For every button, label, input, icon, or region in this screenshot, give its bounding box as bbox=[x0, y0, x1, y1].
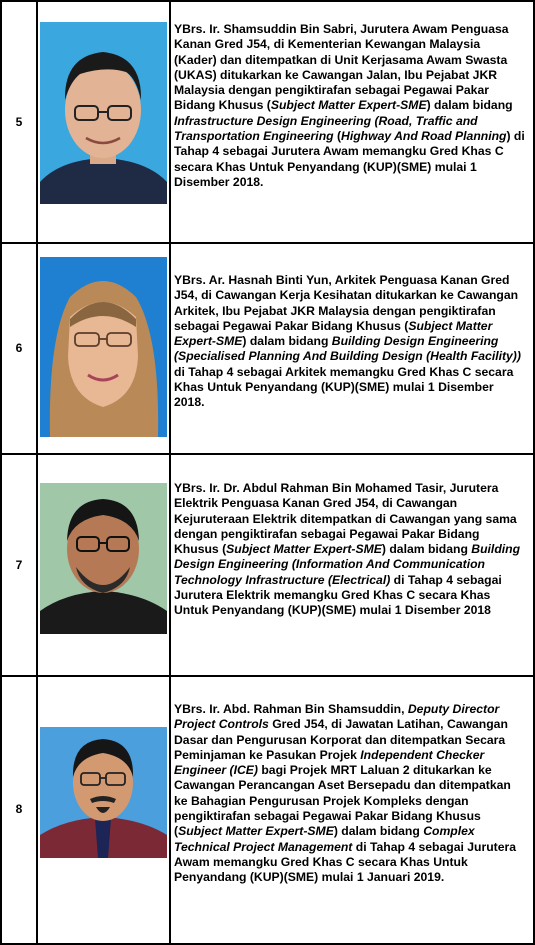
portrait-photo bbox=[40, 727, 167, 858]
appointment-description bbox=[174, 702, 526, 886]
column-divider-number bbox=[36, 0, 38, 945]
text-segment-italic: Subject Matter Expert-SME bbox=[226, 542, 382, 557]
text-segment-italic: Deputy Director Project Controls bbox=[174, 702, 500, 732]
row-number: 8 bbox=[15, 802, 23, 816]
portrait-photo bbox=[40, 22, 167, 204]
text-segment: Gred J54, di Jawatan Latihan, Cawangan Dasar dan Pengurusan Korporat dan ditempatkan Secara Peminjaman ke Pasukan Projek bbox=[174, 717, 508, 762]
text-segment: YBrs. Ar. Hasnah Binti Yun, Arkitek Penguasa Kanan Gred J54, di Cawangan Kerja Kesihatan ditukarkan ke Cawangan Arkitek, Ibu Pejabat JKR Malaysia dengan pengiktirafan sebagai Pegawai Pakar Bidang Khusus ( bbox=[174, 273, 519, 333]
text-segment: ( bbox=[333, 129, 342, 144]
text-segment: ) di Tahap 4 sebagai Jurutera Awam memangku Gred Khas C secara Khas Untuk Penyandang (KUP)(SME) mulai 1 Disember 2018. bbox=[174, 129, 525, 189]
text-segment-italic: Building Design Engineering (Specialised Planning And Building Design (Health Facility)) bbox=[174, 334, 521, 364]
text-segment-italic: Subject Matter Expert-SME bbox=[270, 98, 427, 113]
row-divider bbox=[0, 242, 535, 244]
table-border-top bbox=[0, 0, 535, 2]
row-divider bbox=[0, 675, 535, 677]
text-segment-italic: Infrastructure Design Engineering (Road, Traffic and Transportation Engineering bbox=[174, 113, 478, 144]
text-segment: ) dalam bidang bbox=[333, 824, 424, 839]
row-number: 7 bbox=[15, 558, 23, 572]
text-segment-italic: Subject Matter Expert-SME bbox=[178, 824, 334, 839]
text-segment-italic: Subject Matter Expert-SME bbox=[174, 318, 493, 349]
row-number: 6 bbox=[15, 341, 23, 355]
appointment-description bbox=[174, 22, 526, 190]
portrait-photo bbox=[40, 483, 167, 634]
appointment-description bbox=[174, 481, 526, 619]
column-divider-photo bbox=[169, 0, 171, 945]
text-segment-italic: Complex Technical Project Management bbox=[174, 824, 475, 854]
text-segment-italic: Highway And Road Planning bbox=[341, 129, 507, 144]
portrait-photo bbox=[40, 257, 167, 437]
row-divider bbox=[0, 453, 535, 455]
text-segment: ) dalam bidang bbox=[426, 98, 513, 113]
text-segment: YBrs. Ir. Abd. Rahman Bin Shamsuddin, bbox=[174, 702, 408, 716]
text-segment: di Tahap 4 sebagai Arkitek memangku Gred Khas C secara Khas Untuk Penyandang (KUP)(SME) mulai 1 Disember 2018. bbox=[174, 364, 514, 410]
text-segment-italic: Building Design Engineering (Information And Communication Technology Infrastructure (Electrical) bbox=[174, 542, 521, 587]
text-segment: di Tahap 4 sebagai Jurutera Elektrik memangku Gred Khas C secara Khas Untuk Penyandang (KUP)(SME) mulai 1 Disember 2018 bbox=[174, 572, 502, 618]
row-number: 5 bbox=[15, 115, 23, 129]
appointment-description bbox=[174, 273, 526, 411]
text-segment: bagi Projek MRT Laluan 2 ditukarkan ke Cawangan Perancangan Aset Bersepadu dan ditempatkan ke Bahagian Pengurusan Projek Kompleks dengan pengiktirafan sebagai Pegawai Pakar Bidang Khusus ( bbox=[174, 763, 511, 839]
text-segment: YBrs. Ir. Shamsuddin Bin Sabri, Jurutera Awam Penguasa Kanan Gred J54, di Kementerian Kewangan Malaysia (Kader) dan ditempatkan di Unit Kerjasama Awam Swasta (UKAS) ditukarkan ke Cawangan Jalan, Ibu Pejabat JKR Malaysia dengan pengiktirafan sebagai Pegawai Pakar Bidang Khusus ( bbox=[174, 22, 509, 113]
text-segment-italic: Independent Checker Engineer (ICE) bbox=[174, 747, 485, 778]
text-segment: YBrs. Ir. Dr. Abdul Rahman Bin Mohamed Tasir, Jurutera Elektrik Penguasa Kanan Gred J54, di Cawangan Kejuruteraan Elektrik ditempatkan di Cawangan yang sama dengan pengiktirafan sebagai Pegawai Pakar Bidang Khusus ( bbox=[174, 481, 517, 557]
text-segment: ) dalam bidang bbox=[381, 542, 472, 557]
text-segment: ) dalam bidang bbox=[242, 334, 332, 349]
text-segment: di Tahap 4 sebagai Jurutera Awam memangku Gred Khas C secara Khas Untuk Penyandang (KUP)(SME) mulai 1 Januari 2019. bbox=[174, 839, 517, 885]
